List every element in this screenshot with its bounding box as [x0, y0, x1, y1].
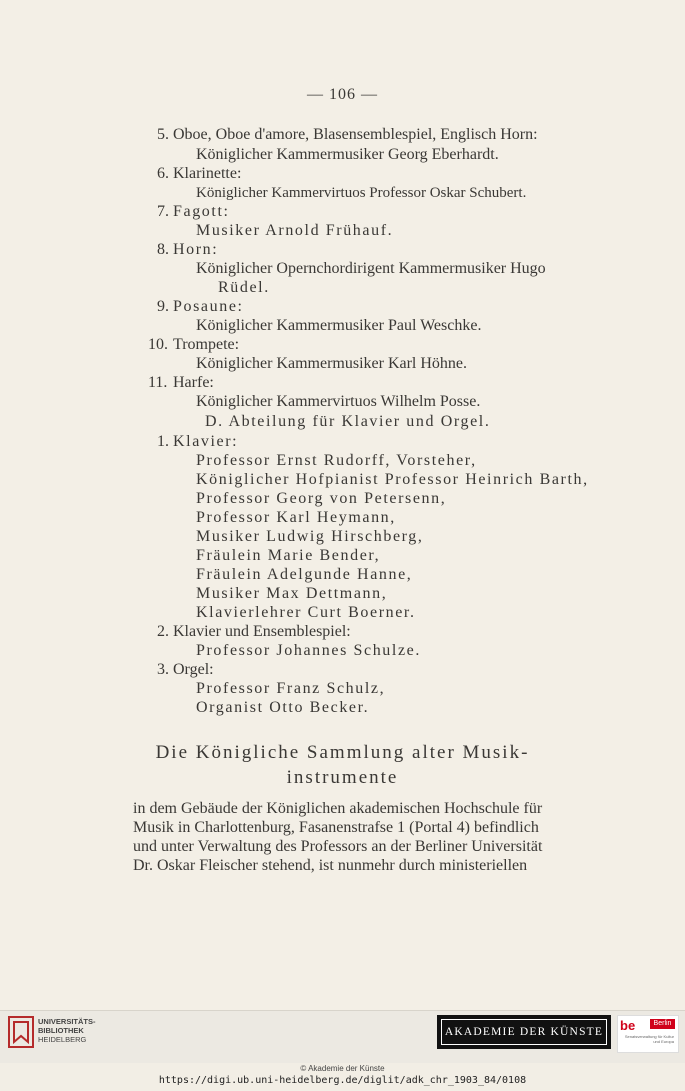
university-library-logo-icon: [8, 1014, 34, 1050]
ub-line2: BIBLIOTHEK: [38, 1026, 84, 1035]
item-title: Klavier:: [173, 433, 239, 450]
item-number: 6.: [157, 165, 169, 182]
paragraph-line: und unter Verwaltung des Professors an der Berliner Universität: [133, 838, 543, 855]
paragraph-line: in dem Gebäude der Königlichen akademischen Hochschule für: [133, 800, 543, 817]
berlin-be-mark: be: [620, 1018, 636, 1033]
source-url-link[interactable]: https://digi.ub.uni-heidelberg.de/diglit/adk_chr_1903_84/0108: [158, 1075, 527, 1086]
item-person: Königlicher Kammermusiker Georg Eberhardt.: [196, 146, 499, 163]
page-number: — 106 —: [307, 86, 378, 103]
item-person: Königlicher Kammermusiker Karl Höhne.: [196, 355, 468, 372]
berlin-label: Berlin: [650, 1019, 675, 1029]
item-person: Professor Franz Schulz,: [196, 680, 386, 697]
item-number: 11.: [148, 374, 168, 391]
item-person: Musiker Ludwig Hirschberg,: [196, 528, 424, 545]
copyright-notice: © Akademie der Künste: [300, 1064, 385, 1073]
item-number: 10.: [148, 336, 168, 353]
item-title: Klavier und Ensemblespiel:: [173, 623, 351, 640]
item-title: Horn:: [173, 241, 219, 258]
chapter-heading-line1: Die Königliche Sammlung alter Musik-: [155, 742, 530, 763]
section-heading: D. Abteilung für Klavier und Orgel.: [205, 413, 491, 430]
berlin-subtitle: Senatsverwaltung für Kultur und Europa: [624, 1034, 674, 1044]
item-title: Orgel:: [173, 661, 214, 678]
item-number: 8.: [157, 241, 169, 258]
berlin-logo[interactable]: [617, 1015, 679, 1053]
item-number: 5.: [157, 126, 169, 143]
item-title: Fagott:: [173, 203, 230, 220]
item-person-continued: Rüdel.: [218, 279, 270, 296]
item-title: Klarinette:: [173, 165, 242, 182]
akademie-label: AKADEMIE DER KÜNSTE: [441, 1019, 607, 1045]
item-person: Organist Otto Becker.: [196, 699, 370, 716]
item-title: Harfe:: [173, 374, 214, 391]
item-person: Königlicher Kammervirtuos Wilhelm Posse.: [196, 393, 481, 410]
item-person: Musiker Max Dettmann,: [196, 585, 388, 602]
akademie-logo[interactable]: [437, 1015, 611, 1049]
item-person: Professor Karl Heymann,: [196, 509, 396, 526]
item-person: Fräulein Adelgunde Hanne,: [196, 566, 413, 583]
item-person: Königlicher Opernchordirigent Kammermusiker Hugo: [196, 260, 546, 277]
item-title: Oboe, Oboe d'amore, Blasensemblespiel, Englisch Horn:: [173, 126, 538, 143]
item-person: Professor Georg von Petersenn,: [196, 490, 447, 507]
item-person: Klavierlehrer Curt Boerner.: [196, 604, 416, 621]
item-title: Posaune:: [173, 298, 244, 315]
item-person: Königlicher Kammervirtuos Professor Oskar Schubert.: [196, 185, 527, 201]
item-number: 1.: [157, 433, 169, 450]
item-person: Königlicher Kammermusiker Paul Weschke.: [196, 317, 482, 334]
item-person: Königlicher Hofpianist Professor Heinrich Barth,: [196, 471, 589, 488]
chapter-heading-line2: instrumente: [286, 767, 399, 788]
item-number: 3.: [157, 661, 169, 678]
item-title: Trompete:: [173, 336, 240, 353]
item-number: 9.: [157, 298, 169, 315]
item-person: Musiker Arnold Frühauf.: [196, 222, 394, 239]
item-person: Professor Johannes Schulze.: [196, 642, 421, 659]
paragraph-line: Musik in Charlottenburg, Fasanenstrafse 1 (Portal 4) befindlich: [133, 819, 539, 836]
item-number: 7.: [157, 203, 169, 220]
ub-line3: HEIDELBERG: [38, 1035, 87, 1044]
ub-line1: UNIVERSITÄTS-: [38, 1017, 96, 1026]
paragraph-line: Dr. Oskar Fleischer stehend, ist nunmehr durch ministeriellen: [133, 857, 528, 874]
university-library-name: [38, 1017, 96, 1044]
item-person: Fräulein Marie Bender,: [196, 547, 381, 564]
item-number: 2.: [157, 623, 169, 640]
item-person: Professor Ernst Rudorff, Vorsteher,: [196, 452, 477, 469]
